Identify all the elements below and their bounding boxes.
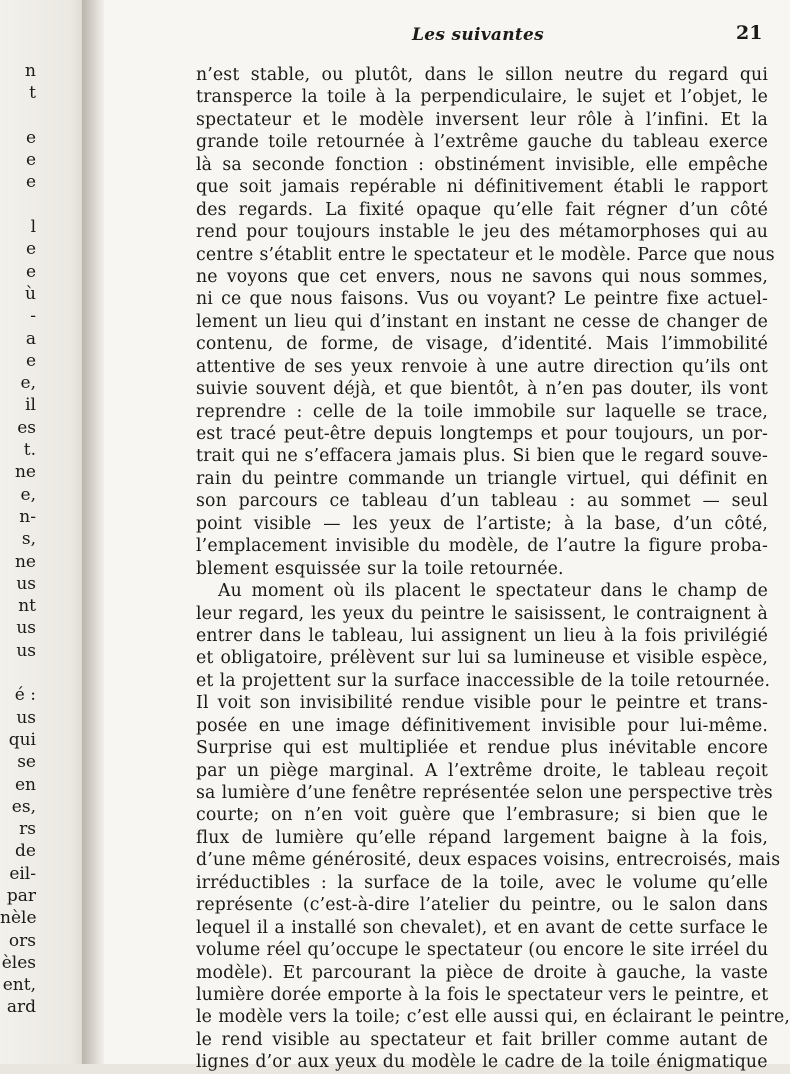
left-page-fragment: t xyxy=(29,83,36,104)
left-page xyxy=(0,0,90,1064)
left-page-fragment: qui xyxy=(8,729,36,750)
text-line: centre s’établit entre le spectateur et le modèle. Parce que nous xyxy=(196,244,775,265)
text-line: par un piège marginal. A l’extrême droite, le tableau reçoit xyxy=(196,760,768,781)
text-line: suivie souvent déjà, et que bientôt, à n’en pas douter, ils vont xyxy=(196,379,768,400)
text-line: attentive de ses yeux renvoie à une autre direction qu’ils ont xyxy=(196,356,768,377)
left-page-fragment: e, xyxy=(20,484,36,505)
book-gutter xyxy=(82,0,106,1064)
text-line: grande toile retournée à l’extrême gauche du tableau exerce xyxy=(196,132,768,153)
left-page-fragment: e, xyxy=(20,373,36,394)
text-line: volume réel qu’occupe le spectateur (ou encore le site irréel du xyxy=(196,940,769,961)
left-page-fragment: nèle xyxy=(0,908,37,929)
text-line: flux de lumière qu’elle répand largement baigne à la fois, xyxy=(196,827,768,848)
left-page-fragment: e xyxy=(25,150,36,171)
left-page-fragment: es, xyxy=(11,796,36,817)
left-page-fragment: é : xyxy=(14,685,36,706)
text-line: point visible — les yeux de l’artiste; à la base, d’un côté, xyxy=(196,513,768,534)
running-head: Les suivantes xyxy=(412,25,545,45)
paragraph xyxy=(196,580,790,1074)
text-line: Au moment où ils placent le spectateur dans le champ de xyxy=(218,581,768,602)
text-line: sa lumière d’une fenêtre représentée selon une perspective très xyxy=(196,783,773,803)
text-line: le rend visible au spectateur et fait briller comme autant de xyxy=(196,1029,768,1050)
left-page-fragment: us xyxy=(16,573,36,594)
text-line: modèle). Et parcourant la pièce de droite à gauche, la vaste xyxy=(196,962,768,983)
text-line: reprendre : celle de la toile immobile sur laquelle se trace, xyxy=(196,401,768,422)
left-page-fragment: es xyxy=(17,417,36,438)
text-line: rend pour toujours instable le jeu des métamorphoses qui au xyxy=(196,222,768,243)
text-line: spectateur et le modèle inversent leur rôle à l’infini. Et la xyxy=(196,109,768,130)
text-line: ne voyons que cet envers, nous ne savons qui nous sommes, xyxy=(196,266,768,287)
page-number: 21 xyxy=(736,22,763,44)
left-page-fragment: e xyxy=(25,172,36,193)
text-line: transperce la toile à la perpendiculaire, le sujet et l’objet, le xyxy=(196,87,768,108)
left-page-fragment xyxy=(0,194,36,216)
text-line: l’emplacement invisible du modèle, de l’autre la figure proba- xyxy=(196,536,768,557)
left-page-fragment: ard xyxy=(6,997,36,1018)
left-page-fragment: n xyxy=(25,61,36,81)
left-page-fragment: en xyxy=(14,774,36,795)
text-line: et la projettent sur la surface inaccessible de la toile retournée. xyxy=(196,670,771,691)
text-line: posée en une image définitivement invisible pour lui-même. xyxy=(196,715,768,736)
text-line: rain du peintre commande un triangle virtuel, qui définit en xyxy=(196,468,768,489)
left-page-text-fragments xyxy=(0,60,36,1019)
left-page-fragment: il xyxy=(25,395,36,416)
left-page-fragment: us xyxy=(16,640,36,661)
text-line: n’est stable, ou plutôt, dans le sillon neutre du regard qui xyxy=(196,65,768,85)
text-line: lumière dorée emporte à la fois le spectateur vers le peintre, et xyxy=(196,984,769,1005)
text-line: Il voit son invisibilité rendue visible pour le peintre et trans- xyxy=(196,693,768,714)
text-line: blement esquissée sur la toile retournée. xyxy=(196,558,564,579)
left-page-fragment: de xyxy=(15,841,36,862)
text-line: et obligatoire, prélèvent sur lui sa lumineuse et visible espèce, xyxy=(196,648,768,669)
left-page-fragment: l xyxy=(30,217,36,238)
left-page-fragment: ent, xyxy=(2,975,36,996)
text-line: leur regard, les yeux du peintre le saisissent, le contraignent à xyxy=(196,603,768,624)
left-page-fragment: - xyxy=(30,306,36,327)
text-line: son parcours ce tableau d’un tableau : au sommet — seul xyxy=(196,491,768,512)
body-text xyxy=(196,64,790,1074)
left-page-fragment: e xyxy=(25,350,36,371)
text-line: ni ce que nous faisons. Vus ou voyant? Le peintre fixe actuel- xyxy=(196,289,768,310)
text-line: d’une même générosité, deux espaces voisins, entrecroisés, mais xyxy=(196,850,781,871)
text-line: courte; on n’en voit guère que l’embrasure; si bien que le xyxy=(196,805,768,826)
text-line: représente (c’est-à-dire l’atelier du peintre, ou le salon dans xyxy=(196,895,768,916)
left-page-fragment: par xyxy=(6,885,36,906)
text-line: lement un lieu qui d’instant en instant ne cesse de changer de xyxy=(196,311,768,332)
left-page-fragment: e xyxy=(25,127,36,148)
left-page-fragment: se xyxy=(17,752,36,773)
text-line: là sa seconde fonction : obstinément invisible, elle empêche xyxy=(196,154,768,175)
text-line: lequel il a installé son chevalet), et en avant de cette surface le xyxy=(196,917,768,938)
left-page-fragment: èles xyxy=(1,952,36,973)
left-page-fragment: e xyxy=(25,239,36,260)
text-line: le modèle vers la toile; c’est elle aussi qui, en éclairant le peintre, xyxy=(196,1007,790,1028)
text-line: des regards. La fixité opaque qu’elle fait régner d’un côté xyxy=(196,199,768,220)
text-line: contenu, de forme, de visage, d’identité. Mais l’immobilité xyxy=(196,334,768,355)
left-page-fragment: ù xyxy=(25,283,36,304)
left-page-fragment: ors xyxy=(8,930,36,951)
text-line: irréductibles : la surface de la toile, avec le volume qu’elle xyxy=(196,872,768,893)
left-page-fragment: us xyxy=(16,707,36,728)
left-page-fragment: a xyxy=(25,328,36,349)
left-page-fragment: ne xyxy=(14,551,36,572)
left-page-fragment: rs xyxy=(19,819,36,840)
text-line: est tracé peut-être depuis longtemps et pour toujours, un por- xyxy=(196,424,768,444)
left-page-fragment xyxy=(0,105,36,127)
left-page-fragment: eil- xyxy=(9,863,36,884)
text-line: que soit jamais repérable ni définitivement établi le rapport xyxy=(196,177,768,198)
text-line: Surprise qui est multipliée et rendue plus inévitable encore xyxy=(196,738,768,759)
paragraph xyxy=(196,64,775,580)
left-page-fragment: n- xyxy=(19,506,36,527)
left-page-fragment: s, xyxy=(21,529,36,550)
text-line: lignes d’or aux yeux du modèle le cadre de la toile énigmatique xyxy=(196,1052,768,1073)
left-page-fragment: nt xyxy=(18,596,36,617)
left-page-fragment xyxy=(0,662,36,684)
left-page-fragment: e xyxy=(25,261,36,282)
left-page-fragment: t. xyxy=(23,440,36,461)
left-page-fragment: us xyxy=(16,618,36,639)
left-page-fragment: ne xyxy=(14,462,36,483)
text-line: entrer dans le tableau, lui assignent un lieu à la fois privilégié xyxy=(196,625,768,646)
text-line: trait qui ne s’effacera jamais plus. Si bien que le regard souve- xyxy=(196,446,768,467)
